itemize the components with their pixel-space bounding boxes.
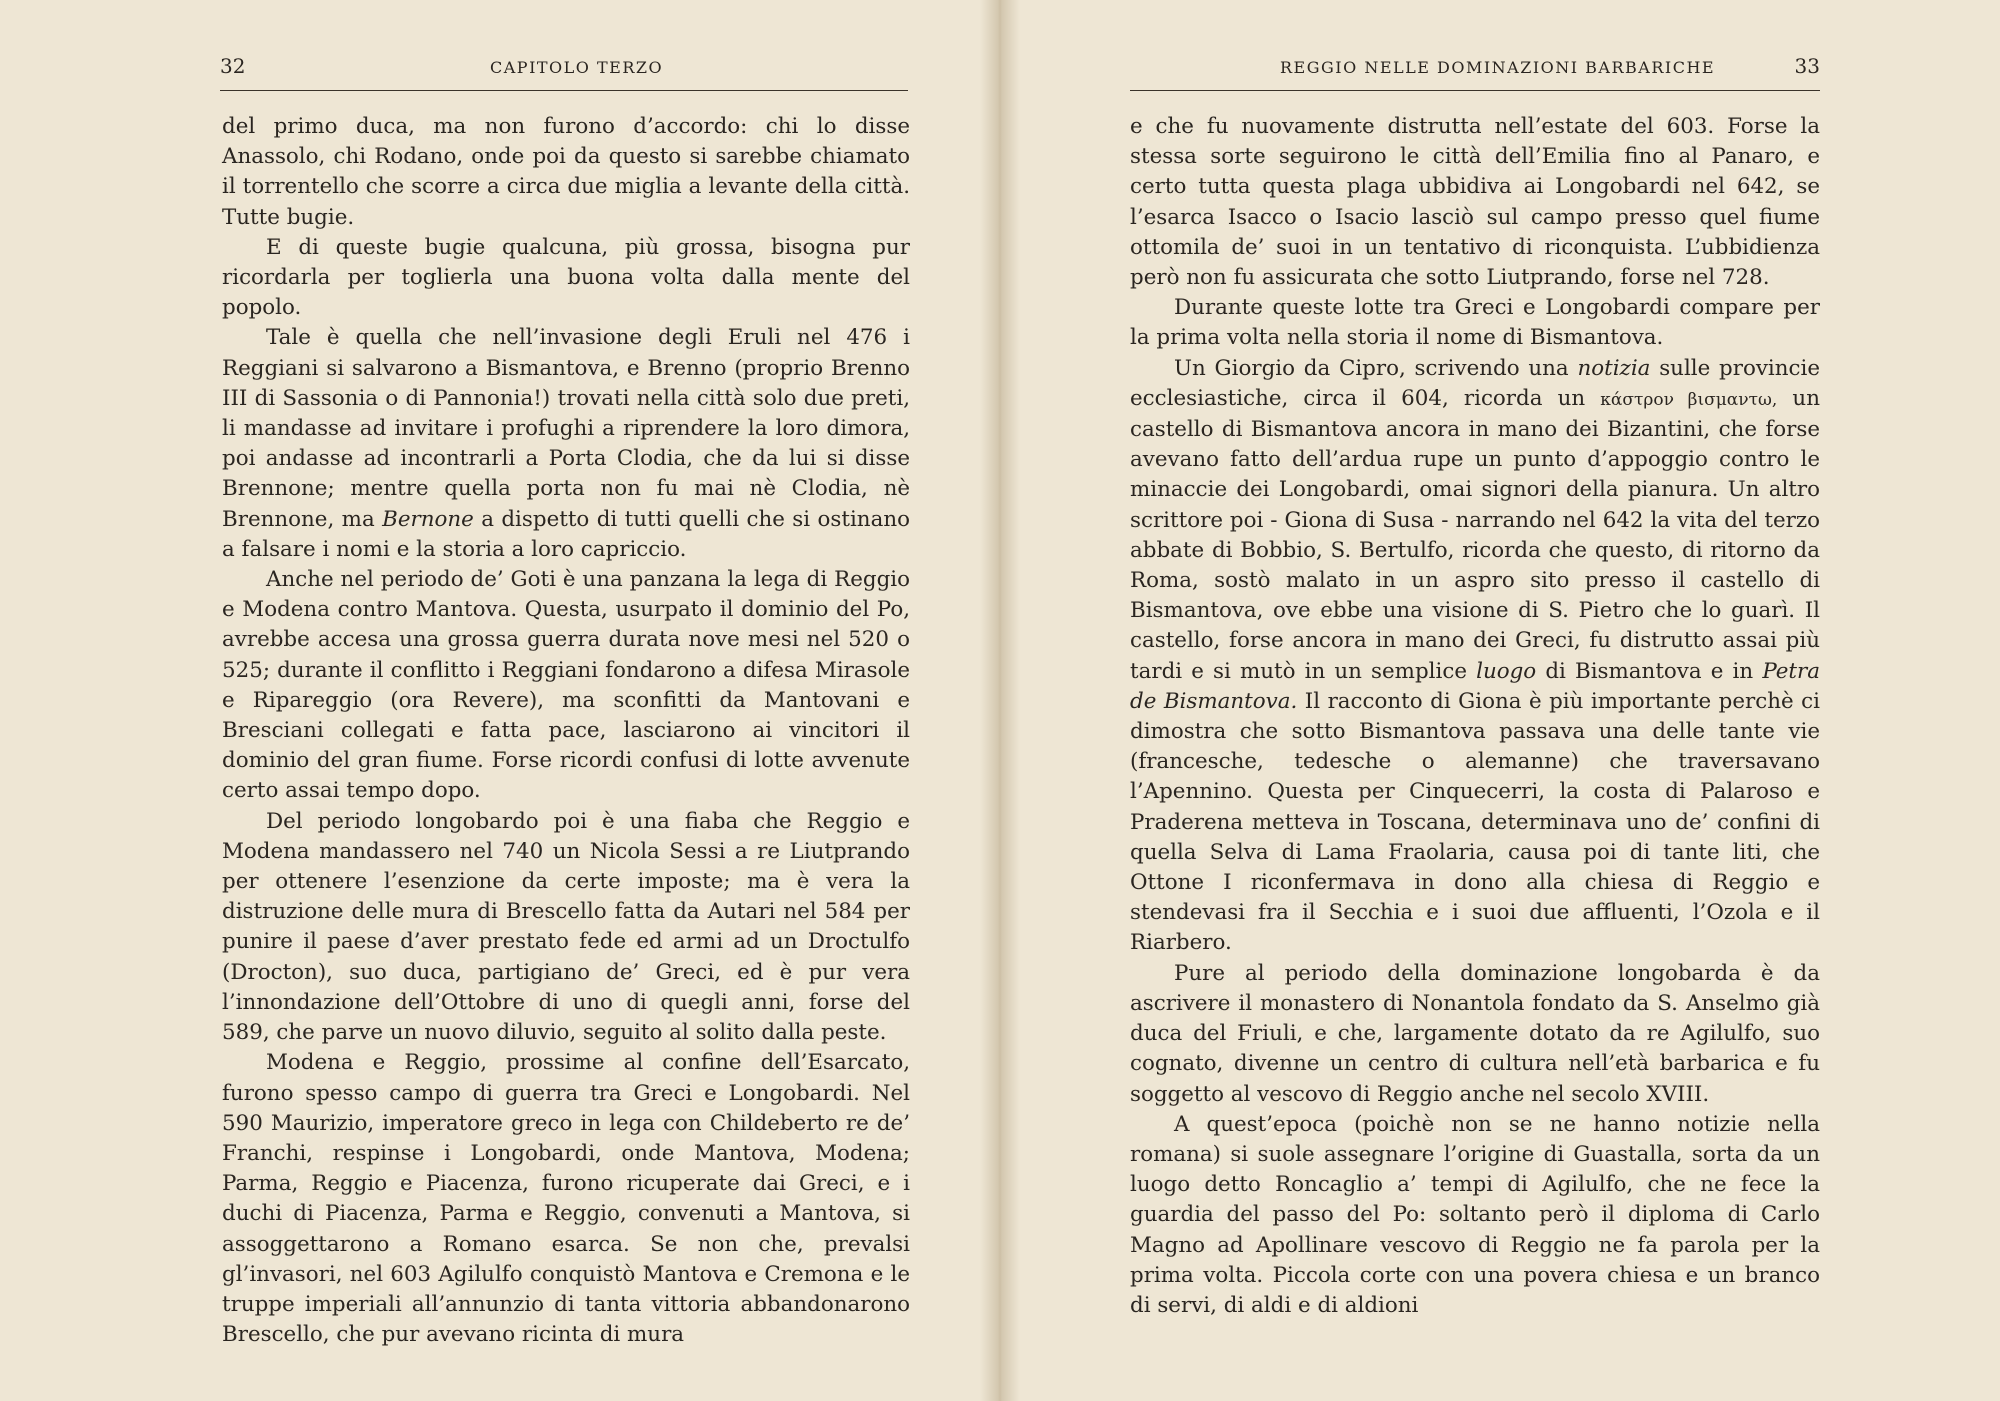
paragraph-text: di Bismantova e in (1545, 658, 1754, 684)
paragraph (222, 323, 910, 565)
paragraph: Durante queste lotte tra Greci e Longobardi compare per la prima volta nella storia il nome di Bismantova. (1130, 295, 1820, 351)
paragraph: E di queste bugie qualcuna, più grossa, bisogna pur ricordarla per toglierla una buona volta dalla mente del popolo. (222, 234, 910, 321)
paragraph: Del periodo longobardo poi è una fiaba che Reggio e Modena mandassero nel 740 un Nicola Sessi a re Liutprando per ottenere l’esenzione da certe imposte; ma è vera la distruzione delle mura di Brescello fatta da Autari nel 584 per punire il paese d’aver prestato fede ed armi ad un Droctulfo (Drocton), suo duca, partigiano de’ Greci, ed è pur vera l’innondazione dell’Ottobre di uno di quegli anni, forse del 589, che parve un nuovo diluvio, seguito al solito dalla peste. (222, 808, 910, 1046)
left-page-number: 32 (220, 54, 246, 78)
paragraph-text: sulle provincie ecclesiastiche, circa il 604, ricorda un (1130, 355, 1821, 411)
left-chapter-title: CAPITOLO TERZO (490, 58, 664, 77)
paragraph: Pure al periodo della dominazione longobarda è da ascrivere il monastero di Nonantola fondato da S. Anselmo già duca del Friuli, e che, largamente dotato da re Agilulfo, suo cognato, divenne un centro di cultura nell’età barbarica e fu soggetto al vescovo di Reggio anche nel secolo XVIII. (1130, 960, 1820, 1107)
paragraph: del primo duca, ma non furono d’accordo: chi lo disse Anassolo, chi Rodano, onde poi da questo si sarebbe chiamato il torrentello che scorre a circa due miglia a levante della città. Tutte bugie. (222, 114, 910, 230)
italic-term: Bernone (382, 506, 474, 532)
paragraph-text: un castello di Bismantova ancora in mano dei Bizantini, che forse avevano fatto dell’ardua rupe un punto d’appoggio contro le minaccie dei Longobardi, omai signori della pianura. Un altro scrittore poi - Giona di Susa - narrando nel 642 la vita del terzo abbate di Bobbio, S. Bertulfo, ricorda che questo, di ritorno da Roma, sostò malato in un aspro sito presso il castello di Bismantova, ove ebbe una visione di S. Pietro che lo guarì. Il castello, forse ancora in mano dei Greci, fu distrutto assai più tardi e si mutò in un semplice (1130, 385, 1820, 684)
italic-term: notizia (1577, 355, 1651, 381)
paragraph: A quest’epoca (poichè non se ne hanno notizie nella romana) si suole assegnare l’origine di Guastalla, sorta da un luogo detto Roncaglio a’ tempi di Agilulfo, che ne fece la guardia del passo del Po: soltanto però il diploma di Carlo Magno ad Apollinare vescovo di Reggio ne fa parola per la prima volta. Piccola corte con una povera chiesa e un branco di servi, di aldi e di aldioni (1130, 1111, 1820, 1318)
right-running-head (1130, 50, 1820, 91)
paragraph-text: Un Giorgio da Cipro, scrivendo una (1174, 355, 1569, 381)
italic-term: luogo (1476, 658, 1537, 684)
italic-term: Petra de Bismantova. (1130, 658, 1820, 714)
right-page (1010, 0, 2000, 1401)
paragraph: e che fu nuovamente distrutta nell’estate del 603. Forse la stessa sorte seguirono le città dell’Emilia fino al Panaro, e certo tutta questa plaga ubbidiva ai Longobardi nel 642, se l’esarca Isacco o Isacio lasciò sul campo presso quel fiume ottomila de’ suoi in un tentativo di riconquista. L’ubbidienza però non fu assicurata che sotto Liutprando, forse nel 728. (1130, 114, 1820, 291)
paragraph (1130, 354, 1820, 959)
left-page (0, 0, 990, 1401)
greek-term: κάστρον βισμαντω, (1600, 389, 1778, 410)
paragraph-text: a dispetto di tutti quelli che si ostinano a falsare i nomi e la storia a loro capriccio. (222, 506, 910, 562)
paragraph-text: Tale è quella che nell’invasione degli Eruli nel 476 i Reggiani si salvarono a Bismantova, e Brenno (proprio Brenno III di Sassonia o di Pannonia!) trovati nella città solo due preti, li mandasse ad invitare i profughi a riprendere la loro dimora, poi andasse ad incontrarli a Porta Clodia, che da lui si disse Brennone; mentre quella porta non fu mai nè Clodia, nè Brennone, ma (222, 325, 910, 532)
left-page-text (222, 112, 910, 1350)
right-page-text (1130, 112, 1820, 1321)
right-page-number: 33 (1794, 54, 1820, 78)
paragraph-text: Il racconto di Giona è più importante perchè ci dimostra che sotto Bismantova passava una delle tante vie (francesche, tedesche o alemanne) che traversavano l’Apennino. Questa per Cinquecerri, la costa di Palaroso e Praderena metteva in Toscana, determinava uno de’ confini di quella Selva di Lama Fraolaria, causa poi di tante liti, che Ottone I riconfermava in dono alla chiesa di Reggio e stendevasi fra il Secchia e i suoi due affluenti, l’Ozola e il Riarbero. (1130, 688, 1820, 956)
paragraph: Modena e Reggio, prossime al confine dell’Esarcato, furono spesso campo di guerra tra Greci e Longobardi. Nel 590 Maurizio, imperatore greco in lega con Childeberto re de’ Franchi, respinse i Longobardi, onde Mantova, Modena; Parma, Reggio e Piacenza, furono ricuperate dai Greci, e i duchi di Piacenza, Parma e Reggio, convenuti a Mantova, si assoggettarono a Romano esarca. Se non che, prevalsi gl’invasori, nel 603 Agilulfo conquistò Mantova e Cremona e le truppe imperiali all’annunzio di tanta vittoria abbandonarono Brescello, che pur avevano ricinta di mura (222, 1050, 910, 1348)
right-chapter-title: REGGIO NELLE DOMINAZIONI BARBARICHE (1280, 58, 1716, 77)
left-running-head (220, 50, 908, 91)
paragraph: Anche nel periodo de’ Goti è una panzana la lega di Reggio e Modena contro Mantova. Questa, usurpato il dominio del Po, avrebbe accesa una grossa guerra durata nove mesi nel 520 o 525; durante il conflitto i Reggiani fondarono a difesa Mirasole e Ripareggio (ora Revere), ma sconfitti da Mantovani e Bresciani collegati e fatta pace, lasciarono ai vincitori il dominio del gran fiume. Forse ricordi confusi di lotte avvenute certo assai tempo dopo. (222, 567, 910, 804)
